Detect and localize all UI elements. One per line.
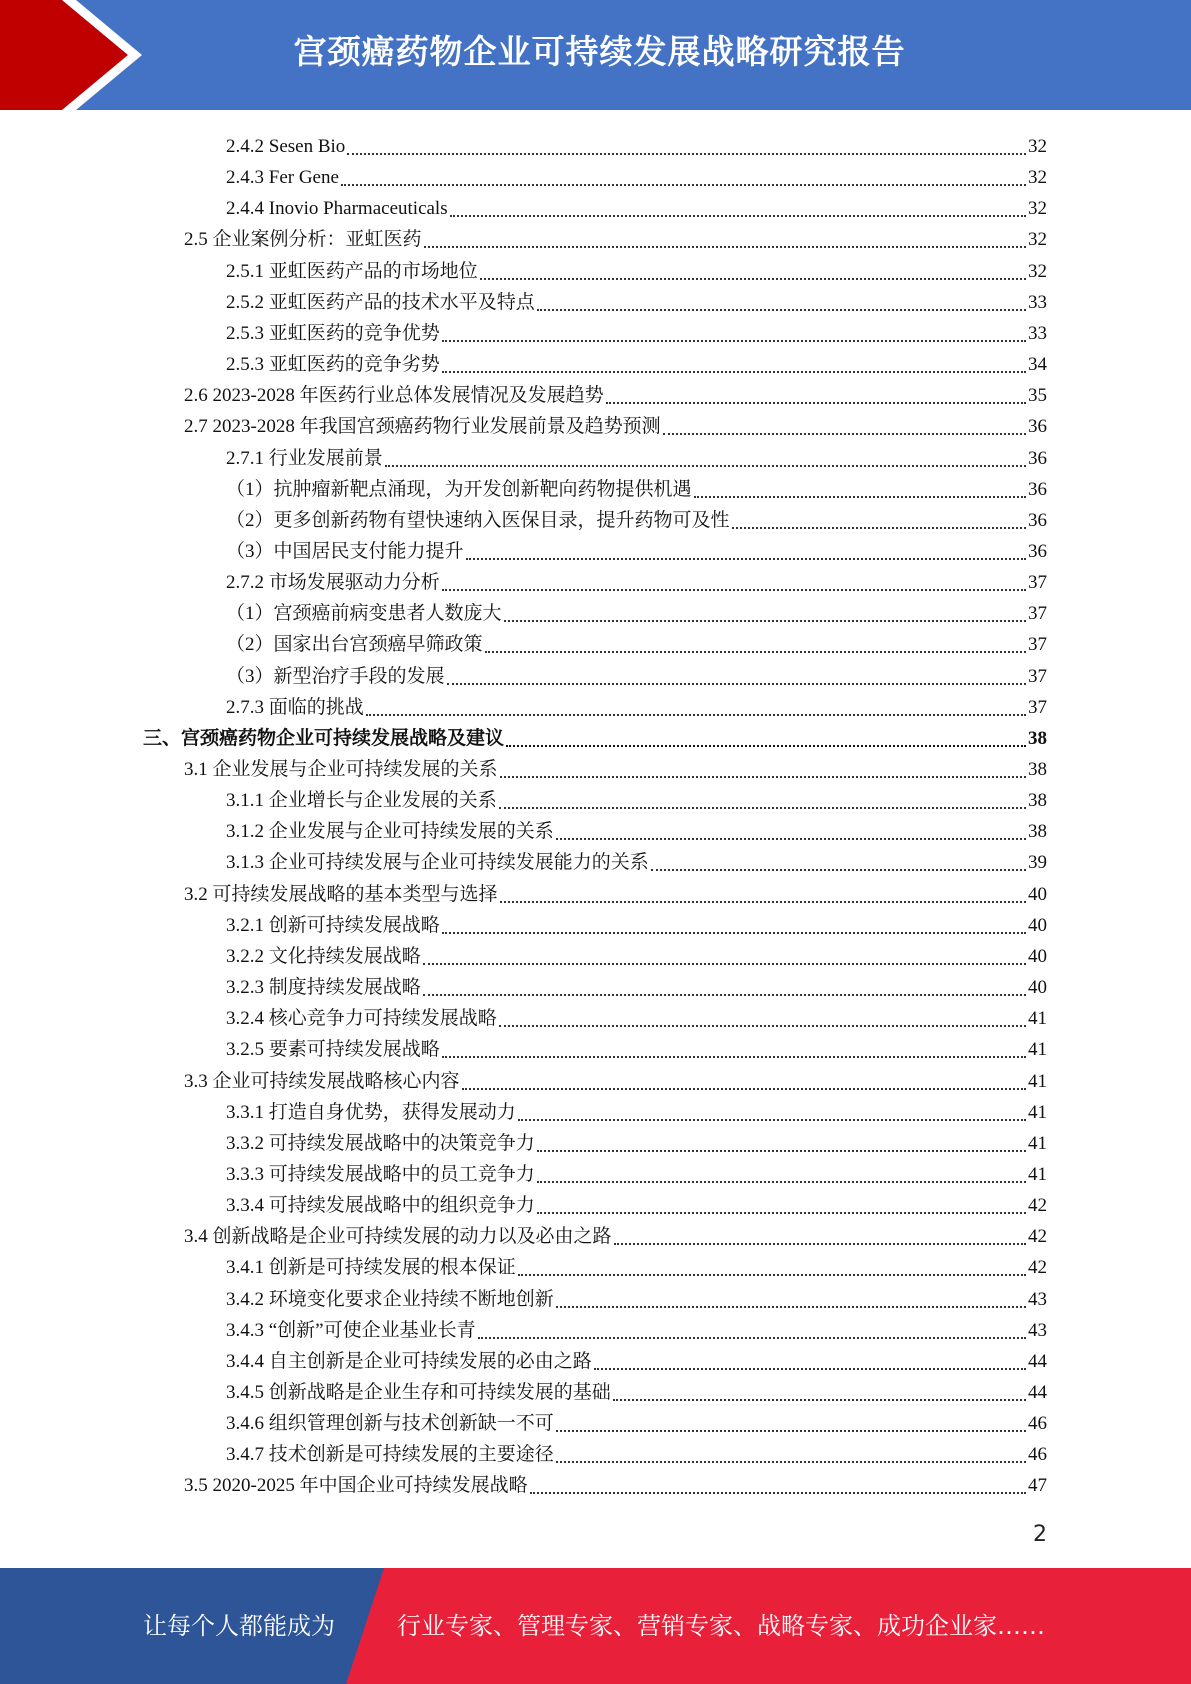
toc-entry[interactable] bbox=[226, 907, 1047, 938]
toc-entry-label: 2.5 企业案例分析：亚虹医药 bbox=[184, 229, 422, 251]
toc-dot-leader bbox=[504, 620, 1026, 622]
toc-entry-label: 3.2.4 核心竞争力可持续发展战略 bbox=[226, 1008, 497, 1030]
toc-entry-page: 32 bbox=[1028, 260, 1047, 282]
toc-entry-page: 41 bbox=[1028, 1101, 1047, 1123]
toc-entry-page: 40 bbox=[1028, 883, 1047, 905]
toc-entry-label: 2.4.4 Inovio Pharmaceuticals bbox=[226, 198, 448, 220]
toc-entry-page: 47 bbox=[1028, 1475, 1047, 1497]
toc-entry-label: 3.3 企业可持续发展战略核心内容 bbox=[184, 1070, 460, 1092]
toc-entry[interactable] bbox=[184, 1063, 1047, 1094]
toc-entry-page: 42 bbox=[1028, 1257, 1047, 1279]
toc-entry[interactable] bbox=[226, 1156, 1047, 1187]
toc-entry-label: 3.2.1 创新可持续发展战略 bbox=[226, 914, 440, 936]
toc-dot-leader bbox=[694, 496, 1026, 498]
toc-entry-page: 33 bbox=[1028, 291, 1047, 313]
toc-entry-page: 44 bbox=[1028, 1382, 1047, 1403]
toc-entry[interactable] bbox=[226, 969, 1047, 1000]
toc-dot-leader bbox=[442, 340, 1026, 342]
toc-dot-leader bbox=[518, 1119, 1026, 1121]
toc-entry-label: 2.6 2023-2028 年医药行业总体发展情况及发展趋势 bbox=[184, 385, 604, 407]
toc-dot-leader bbox=[506, 745, 1026, 747]
toc-entry[interactable] bbox=[226, 284, 1047, 315]
toc-entry-page: 41 bbox=[1028, 1132, 1047, 1154]
toc-dot-leader bbox=[485, 651, 1026, 653]
toc-dot-leader bbox=[499, 1025, 1026, 1027]
toc-dot-leader bbox=[518, 1274, 1026, 1276]
toc-entry-page: 34 bbox=[1028, 354, 1047, 376]
footer-slogan-right: 行业专家、管理专家、营销专家、战略专家、成功企业家…… bbox=[397, 1612, 1045, 1640]
toc-entry-page: 46 bbox=[1028, 1444, 1047, 1466]
toc-entry-page: 38 bbox=[1028, 727, 1047, 749]
toc-dot-leader bbox=[537, 309, 1026, 311]
toc-entry-label: 2.7.1 行业发展前景 bbox=[226, 447, 383, 469]
toc-dot-leader bbox=[366, 714, 1026, 716]
toc-entry[interactable] bbox=[226, 1249, 1047, 1280]
toc-dot-leader bbox=[500, 776, 1026, 778]
toc-entry-page: 43 bbox=[1028, 1288, 1047, 1310]
toc-dot-leader bbox=[442, 371, 1026, 373]
toc-entry-page: 38 bbox=[1028, 759, 1047, 780]
toc-entry-label: 3.4.5 创新战略是企业生存和可持续发展的基础 bbox=[226, 1382, 611, 1403]
toc-dot-leader bbox=[442, 932, 1026, 934]
toc-entry-label: 3.1.3 企业可持续发展与企业可持续发展能力的关系 bbox=[226, 852, 649, 874]
toc-entry[interactable] bbox=[226, 159, 1047, 190]
toc-dot-leader bbox=[556, 1306, 1026, 1308]
toc-entry-page: 38 bbox=[1028, 790, 1047, 812]
toc-entry-label: （1）抗肿瘤新靶点涌现，为开发创新靶向药物提供机遇 bbox=[226, 478, 692, 500]
toc-entry-label: 3.1.1 企业增长与企业发展的关系 bbox=[226, 790, 497, 812]
toc-dot-leader bbox=[447, 683, 1026, 685]
toc-dot-leader bbox=[537, 1212, 1026, 1214]
toc-entry[interactable] bbox=[226, 533, 1047, 564]
toc-entry-page: 42 bbox=[1028, 1195, 1047, 1217]
toc-entry-page: 39 bbox=[1028, 852, 1047, 874]
page-number: 2 bbox=[1033, 1522, 1047, 1547]
toc-entry[interactable] bbox=[226, 315, 1047, 346]
toc-entry[interactable] bbox=[184, 221, 1047, 252]
toc-entry-label: （3）新型治疗手段的发展 bbox=[226, 665, 445, 687]
toc-dot-leader bbox=[423, 994, 1026, 996]
page-footer bbox=[0, 1568, 1191, 1684]
toc-entry[interactable] bbox=[226, 658, 1047, 689]
toc-entry-page: 44 bbox=[1028, 1350, 1047, 1372]
toc-entry[interactable] bbox=[184, 876, 1047, 907]
toc-entry[interactable] bbox=[184, 377, 1047, 408]
toc-entry-label: 3.3.3 可持续发展战略中的员工竞争力 bbox=[226, 1163, 535, 1185]
toc-entry-page: 36 bbox=[1028, 478, 1047, 500]
toc-dot-leader bbox=[347, 153, 1026, 155]
toc-entry-label: 3.1.2 企业发展与企业可持续发展的关系 bbox=[226, 821, 554, 843]
toc-entry-label: 3.4.2 环境变化要求企业持续不断地创新 bbox=[226, 1288, 554, 1310]
toc-entry[interactable] bbox=[143, 720, 1047, 751]
toc-entry-page: 41 bbox=[1028, 1163, 1047, 1185]
toc-entry[interactable] bbox=[226, 128, 1047, 159]
toc-entry-label: 3.3.2 可持续发展战略中的决策竞争力 bbox=[226, 1132, 535, 1154]
page-title: 宫颈癌药物企业可持续发展战略研究报告 bbox=[293, 32, 906, 71]
toc-dot-leader bbox=[614, 1243, 1026, 1245]
toc-entry-page: 37 bbox=[1028, 572, 1047, 594]
toc-dot-leader bbox=[556, 838, 1026, 840]
toc-entry-page: 43 bbox=[1028, 1319, 1047, 1341]
toc-entry[interactable] bbox=[226, 1436, 1047, 1467]
toc-entry-page: 37 bbox=[1028, 634, 1047, 656]
toc-entry[interactable] bbox=[226, 595, 1047, 626]
toc-entry[interactable] bbox=[226, 938, 1047, 969]
toc-entry[interactable] bbox=[226, 1031, 1047, 1062]
toc-entry-page: 35 bbox=[1028, 385, 1047, 407]
toc-entry[interactable] bbox=[226, 471, 1047, 502]
toc-entry-page: 36 bbox=[1028, 509, 1047, 531]
toc-dot-leader bbox=[442, 1056, 1026, 1058]
toc-entry[interactable] bbox=[226, 564, 1047, 595]
toc-dot-leader bbox=[423, 963, 1026, 965]
toc-entry[interactable] bbox=[226, 253, 1047, 284]
toc-dot-leader bbox=[462, 1088, 1026, 1090]
toc-dot-leader bbox=[530, 1492, 1026, 1494]
toc-entry-label: 3.2.3 制度持续发展战略 bbox=[226, 977, 421, 999]
toc-entry-label: 2.7 2023-2028 年我国宫颈癌药物行业发展前景及趋势预测 bbox=[184, 416, 661, 438]
toc-dot-leader bbox=[450, 215, 1026, 217]
toc-entry[interactable] bbox=[226, 440, 1047, 471]
toc-entry-label: （3）中国居民支付能力提升 bbox=[226, 540, 464, 562]
toc-dot-leader bbox=[663, 433, 1026, 435]
toc-entry-page: 38 bbox=[1028, 821, 1047, 843]
toc-entry-label: 2.7.3 面临的挑战 bbox=[226, 696, 364, 718]
toc-entry[interactable] bbox=[226, 1281, 1047, 1312]
toc-dot-leader bbox=[537, 1150, 1026, 1152]
toc-entry[interactable] bbox=[184, 1467, 1047, 1498]
toc-entry-page: 32 bbox=[1028, 136, 1047, 157]
toc-entry-label: 3.1 企业发展与企业可持续发展的关系 bbox=[184, 759, 498, 780]
toc-entry-label: （2）国家出台宫颈癌早筛政策 bbox=[226, 634, 483, 656]
toc-dot-leader bbox=[556, 1430, 1026, 1432]
toc-entry-label: 三、宫颈癌药物企业可持续发展战略及建议 bbox=[143, 727, 505, 749]
toc-entry-label: 3.4 创新战略是企业可持续发展的动力以及必由之路 bbox=[184, 1226, 612, 1248]
toc-dot-leader bbox=[606, 402, 1026, 404]
toc-entry[interactable] bbox=[226, 626, 1047, 657]
toc-entry[interactable] bbox=[226, 1187, 1047, 1218]
toc-entry-page: 40 bbox=[1028, 945, 1047, 967]
toc-dot-leader bbox=[594, 1368, 1026, 1370]
toc-dot-leader bbox=[613, 1399, 1026, 1401]
toc-entry-page: 40 bbox=[1028, 977, 1047, 999]
toc-dot-leader bbox=[442, 589, 1026, 591]
toc-entry[interactable] bbox=[184, 751, 1047, 782]
toc-entry-page: 32 bbox=[1028, 167, 1047, 189]
toc-entry-page: 37 bbox=[1028, 696, 1047, 718]
toc-dot-leader bbox=[732, 527, 1026, 529]
toc-entry-label: 3.2 可持续发展战略的基本类型与选择 bbox=[184, 883, 498, 905]
toc-entry-label: （2）更多创新药物有望快速纳入医保目录，提升药物可及性 bbox=[226, 509, 730, 531]
toc-entry-label: 3.4.3 “创新”可使企业基业长青 bbox=[226, 1319, 476, 1341]
toc-entry[interactable] bbox=[226, 346, 1047, 377]
toc-entry[interactable] bbox=[184, 408, 1047, 439]
toc-entry[interactable] bbox=[226, 782, 1047, 813]
toc-entry-page: 33 bbox=[1028, 322, 1047, 344]
toc-dot-leader bbox=[480, 278, 1026, 280]
toc-entry-page: 37 bbox=[1028, 603, 1047, 625]
toc-entry-label: 3.2.5 要素可持续发展战略 bbox=[226, 1039, 440, 1061]
toc-entry-page: 32 bbox=[1028, 229, 1047, 251]
toc-entry-label: 2.5.1 亚虹医药产品的市场地位 bbox=[226, 260, 478, 282]
toc-entry[interactable] bbox=[226, 1405, 1047, 1436]
toc-dot-leader bbox=[556, 1461, 1026, 1463]
toc-entry-label: 2.5.3 亚虹医药的竞争劣势 bbox=[226, 354, 440, 376]
toc-dot-leader bbox=[341, 184, 1026, 186]
toc-entry-page: 36 bbox=[1028, 540, 1047, 562]
toc-dot-leader bbox=[466, 558, 1026, 560]
toc-entry-page: 41 bbox=[1028, 1070, 1047, 1092]
page-header bbox=[0, 0, 1191, 110]
toc-entry[interactable] bbox=[226, 1374, 1047, 1405]
toc-entry-label: 3.3.4 可持续发展战略中的组织竞争力 bbox=[226, 1195, 535, 1217]
toc-entry-label: 2.4.3 Fer Gene bbox=[226, 167, 339, 189]
toc-entry-label: 3.5 2020-2025 年中国企业可持续发展战略 bbox=[184, 1475, 528, 1497]
toc-dot-leader bbox=[385, 465, 1026, 467]
toc-entry-label: 2.5.2 亚虹医药产品的技术水平及特点 bbox=[226, 291, 535, 313]
toc-entry[interactable] bbox=[226, 190, 1047, 221]
toc-entry-page: 42 bbox=[1028, 1226, 1047, 1248]
toc-entry-label: 3.4.6 组织管理创新与技术创新缺一不可 bbox=[226, 1413, 554, 1435]
toc-entry-page: 40 bbox=[1028, 914, 1047, 936]
toc-entry-label: 3.4.7 技术创新是可持续发展的主要途径 bbox=[226, 1444, 554, 1466]
toc-entry-label: 3.4.4 自主创新是企业可持续发展的必由之路 bbox=[226, 1350, 592, 1372]
toc-entry-page: 36 bbox=[1028, 416, 1047, 438]
toc-entry[interactable] bbox=[226, 502, 1047, 533]
toc-entry-label: 3.3.1 打造自身优势，获得发展动力 bbox=[226, 1101, 516, 1123]
toc-entry-label: 2.5.3 亚虹医药的竞争优势 bbox=[226, 322, 440, 344]
toc-entry-label: （1）宫颈癌前病变患者人数庞大 bbox=[226, 603, 502, 625]
toc-entry-label: 2.7.2 市场发展驱动力分析 bbox=[226, 572, 440, 594]
toc-entry[interactable] bbox=[226, 1125, 1047, 1156]
toc-entry[interactable] bbox=[226, 844, 1047, 875]
toc-entry-label: 3.4.1 创新是可持续发展的根本保证 bbox=[226, 1257, 516, 1279]
toc-dot-leader bbox=[424, 246, 1026, 248]
toc-entry[interactable] bbox=[184, 1218, 1047, 1249]
toc-entry-page: 41 bbox=[1028, 1008, 1047, 1030]
footer-slogan-left: 让每个人都能成为 bbox=[143, 1612, 335, 1640]
toc-dot-leader bbox=[651, 869, 1026, 871]
toc-entry-page: 41 bbox=[1028, 1039, 1047, 1061]
toc-dot-leader bbox=[499, 807, 1026, 809]
toc-entry-page: 46 bbox=[1028, 1413, 1047, 1435]
toc-dot-leader bbox=[500, 901, 1026, 903]
toc-entry-label: 2.4.2 Sesen Bio bbox=[226, 136, 346, 157]
toc-entry-page: 36 bbox=[1028, 447, 1047, 469]
toc-entry[interactable] bbox=[226, 1343, 1047, 1374]
toc-dot-leader bbox=[478, 1337, 1026, 1339]
toc-entry-label: 3.2.2 文化持续发展战略 bbox=[226, 945, 421, 967]
toc-entry-page: 37 bbox=[1028, 665, 1047, 687]
toc-entry[interactable] bbox=[226, 689, 1047, 720]
toc-entry[interactable] bbox=[226, 1000, 1047, 1031]
toc-entry[interactable] bbox=[226, 1312, 1047, 1343]
toc-entry-page: 32 bbox=[1028, 198, 1047, 220]
toc-entry[interactable] bbox=[226, 1094, 1047, 1125]
toc-entry[interactable] bbox=[226, 813, 1047, 844]
toc-dot-leader bbox=[537, 1181, 1026, 1183]
